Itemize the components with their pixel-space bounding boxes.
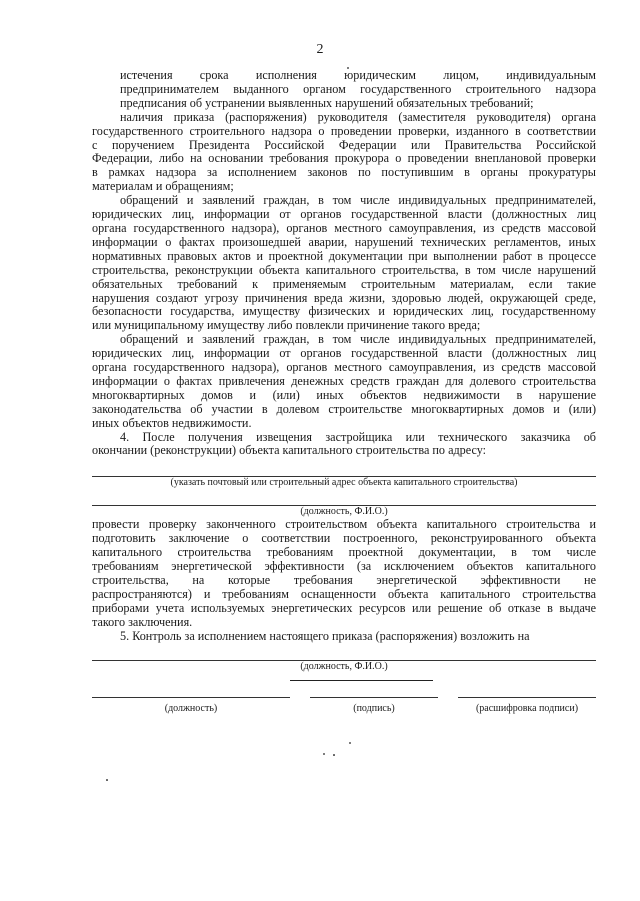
text-line: государственного строительного надзора о проведении проверки, изданного в соответствии	[92, 124, 596, 138]
paragraph-deadline-expiry	[92, 69, 596, 111]
text-line: требованиям энергетической эффективности (за исключением объектов капитального	[92, 560, 596, 574]
text-line: органа государственного надзора), органов местного самоуправления, из средств массовой	[92, 221, 596, 235]
text-line: приборами учета используемых энергетических ресурсов или решение об отказе в выдаче	[92, 601, 596, 615]
scan-speck	[106, 779, 108, 781]
text-line: в рамках надзора за исполнением законов по поступившим в органы прокуратуры	[92, 166, 596, 180]
signature-caption: (подпись)	[353, 702, 395, 714]
text-line: безопасности государства, имуществу физических и юридических лиц, государственному	[92, 305, 596, 319]
text-line: органа государственного надзора), органов местного самоуправления, из средств массовой	[92, 361, 596, 375]
signature-fill-line[interactable]	[310, 685, 438, 698]
text-line: подготовить заключение о соответствии построенного, реконструированного объекта	[92, 532, 596, 546]
position-name-fill-line[interactable]	[92, 491, 596, 506]
scan-speck	[323, 753, 325, 755]
scan-speck	[347, 67, 349, 69]
position-name-caption: (должность, Ф.И.О.)	[300, 506, 388, 518]
text-line: нарушения создают угрозу причинения вреда жизни, здоровью людей, окружающей среде,	[92, 291, 596, 305]
scan-speck	[349, 742, 351, 744]
text-line: обязательных требований к применяемым строительным материалам, если такие	[92, 277, 596, 291]
position-field	[92, 685, 290, 715]
text-line: материалам и обращениям;	[92, 180, 234, 194]
text-line: окончании (реконструкции) объекта капитального строительства по адресу:	[92, 444, 487, 458]
text-line: провести проверку законченного строительством объекта капитального строительства и	[92, 518, 596, 532]
signature-decoding-field	[458, 685, 596, 715]
text-line: информации о фактах произошедшей аварии, нарушений технических регламентов, иных	[92, 235, 596, 249]
text-line: истечения срока исполнения юридическим лицом, индивидуальным	[120, 69, 596, 82]
responsible-person-caption: (должность, Ф.И.О.)	[300, 660, 388, 672]
text-line: наличия приказа (распоряжения) руководителя (заместителя руководителя) органа	[120, 110, 596, 124]
text-line: распространяются) и требованиям оснащенности объекта капитального строительства	[92, 587, 596, 601]
text-line: законодательства об участии в долевом строительстве многоквартирных домов и (или)	[92, 402, 596, 416]
text-line: иных объектов недвижимости.	[92, 416, 252, 430]
text-line: предписания об устранении выявленных нарушений обязательных требований;	[120, 96, 534, 110]
address-caption: (указать почтовый или строительный адрес объекта капитального строительства)	[170, 477, 518, 489]
text-line: нормативных правовых актов и проектной документации при выполнении работ в процессе	[92, 249, 596, 263]
signature-block	[92, 685, 596, 715]
paragraph-item-5	[92, 630, 596, 644]
text-line: Федерации, либо на основании требования прокурора о проведении внеплановой проверки	[92, 152, 596, 166]
document-body	[92, 69, 596, 715]
text-line: юридических лиц, информации от органов государственной власти (должностных лиц	[92, 208, 596, 222]
address-fill-line[interactable]	[92, 462, 596, 477]
signature-decoding-caption: (расшифровка подписи)	[475, 702, 579, 714]
paragraph-item-4	[92, 431, 596, 459]
paragraph-order-presence	[92, 111, 596, 194]
signature-field	[310, 685, 438, 715]
text-line: многоквартирных домов и (или) иных объектов недвижимости в нарушение	[92, 388, 596, 402]
text-line: строительства, реконструкции объекта капитального строительства, в том числе нарушений	[92, 263, 596, 277]
text-line: обращений и заявлений граждан, в том числе индивидуальных предпринимателей,	[120, 333, 596, 347]
text-line: юридических лиц, информации от органов государственной власти (должностных лиц	[92, 347, 596, 361]
position-fill-line[interactable]	[92, 685, 290, 698]
text-line: 5. Контроль за исполнением настоящего приказа (распоряжения) возложить на	[120, 629, 530, 643]
text-line: предпринимателем выданного органом государственного строительного надзора	[120, 82, 596, 96]
page-number: 2	[316, 42, 324, 57]
paragraph-citizen-appeals-accidents	[92, 194, 596, 333]
end-of-document-rule	[290, 680, 433, 681]
text-line: 4. После получения извещения застройщика или технического заказчика об	[120, 430, 596, 444]
text-line: такого заключения.	[92, 615, 193, 629]
paragraph-citizen-appeals-shared-construction	[92, 333, 596, 430]
scan-speck	[333, 754, 335, 756]
text-line: капитального строительства требованиям проектной документации, в том числе	[92, 546, 596, 560]
signature-decoding-fill-line[interactable]	[458, 685, 596, 698]
text-line: с поручением Президента Российской Федерации или Правительства Российской	[92, 138, 596, 152]
position-caption: (должность)	[164, 702, 218, 714]
text-line: или муниципальному имуществу либо повлекли причинение такого вреда;	[92, 319, 481, 333]
text-line: обращений и заявлений граждан, в том числе индивидуальных предпринимателей,	[120, 194, 596, 208]
responsible-person-fill-line[interactable]	[92, 646, 596, 661]
text-line: строительства, на которые требования энергетической эффективности не	[92, 574, 596, 587]
paragraph-inspection-task	[92, 518, 596, 629]
text-line: информации о фактах привлечения денежных средств граждан для долевого строительства	[92, 374, 596, 388]
